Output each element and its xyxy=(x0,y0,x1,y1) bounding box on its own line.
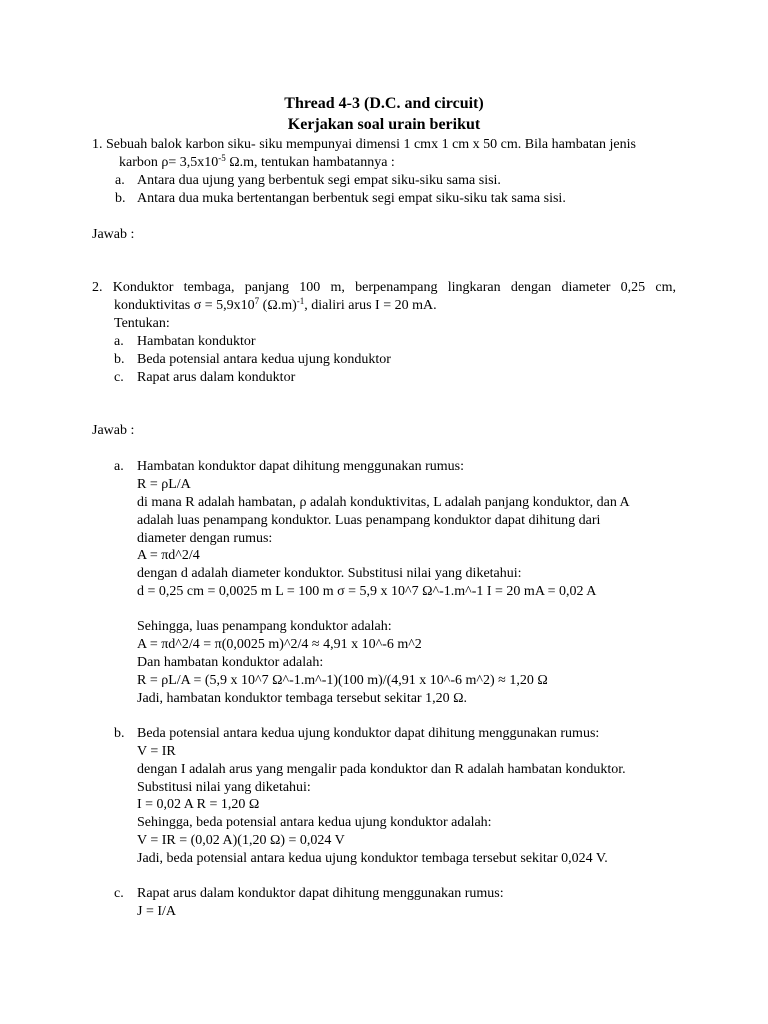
ans-b-marker: b. xyxy=(114,726,125,741)
q1-line2: karbon $\rho= 3,5x10^{-5}$ Ω.m, tentukan hambatannya : xyxy=(119,153,395,170)
ans-a-line9: Sehingga, luas penampang konduktor adalah: xyxy=(137,619,392,634)
q2-b-text: Beda potensial antara kedua ujung konduktor xyxy=(137,352,391,367)
ans-c-line2: J = I/A xyxy=(137,904,177,919)
ans-a-line8: d = 0,25 cm = 0,0025 m L = 100 m σ = 5,9 x 10^7 Ω^-1.m^-1 I = 20 mA = 0,02 A xyxy=(137,584,597,599)
ans-a-line12: R = ρL/A = (5,9 x 10^7 Ω^-1.m^-1)(100 m)/(4,91 x 10^-6 m^2) ≈ 1,20 Ω xyxy=(137,673,548,688)
ans-b-line8: Jadi, beda potensial antara kedua ujung konduktor tembaga tersebut sekitar 0,024 V. xyxy=(137,851,608,866)
q2-c-marker: c. xyxy=(114,370,124,385)
q2-a-marker: a. xyxy=(114,334,124,349)
q2-a-text: Hambatan konduktor xyxy=(137,334,256,349)
ans-a-line5: diameter dengan rumus: xyxy=(137,531,273,546)
ans-a-line2: R = ρL/A xyxy=(137,477,191,492)
q2-line2: konduktivitas $\sigma = 5,9x10^7$ $(\Omega.m)^{-1}$, dialiri arus I = 20 mA. xyxy=(114,296,437,313)
ans-a-marker: a. xyxy=(114,459,124,474)
q2-line1: 2. Konduktor tembaga, panjang 100 m, berpenampang lingkaran dengan diameter 0,25 cm, xyxy=(92,280,676,295)
document-subtitle: Kerjakan soal urain berikut xyxy=(287,116,481,133)
ans-a-line11: Dan hambatan konduktor adalah: xyxy=(137,655,324,670)
q1-b-text: Antara dua muka bertentangan berbentuk segi empat siku-siku tak sama sisi. xyxy=(137,191,566,206)
q1-a-marker: a. xyxy=(115,173,125,188)
ans-a-line1: Hambatan konduktor dapat dihitung menggunakan rumus: xyxy=(137,459,464,474)
ans-c-marker: c. xyxy=(114,886,124,901)
q2-c-text: Rapat arus dalam konduktor xyxy=(137,370,296,385)
jawab-2: Jawab : xyxy=(92,423,135,438)
ans-b-line6: Sehingga, beda potensial antara kedua ujung konduktor adalah: xyxy=(137,815,492,830)
ans-b-line4: Substitusi nilai yang diketahui: xyxy=(137,780,311,795)
q2-line3: Tentukan: xyxy=(114,316,170,331)
ans-a-line10: A = πd^2/4 = π(0,0025 m)^2/4 ≈ 4,91 x 10^-6 m^2 xyxy=(137,637,422,652)
ans-a-line7: dengan d adalah diameter konduktor. Substitusi nilai yang diketahui: xyxy=(137,566,522,581)
q1-b-marker: b. xyxy=(115,191,126,206)
ans-b-line3: dengan I adalah arus yang mengalir pada konduktor dan R adalah hambatan konduktor. xyxy=(137,762,626,777)
q1-a-text: Antara dua ujung yang berbentuk segi empat siku-siku sama sisi. xyxy=(137,173,501,188)
ans-b-line7: V = IR = (0,02 A)(1,20 Ω) = 0,024 V xyxy=(137,833,345,848)
ans-b-line2: V = IR xyxy=(137,744,176,759)
ans-a-line3: di mana R adalah hambatan, ρ adalah konduktivitas, L adalah panjang konduktor, dan A xyxy=(137,495,630,510)
q1-line1: 1. Sebuah balok karbon siku- siku mempunyai dimensi 1 cmx 1 cm x 50 cm. Bila hambatan jenis xyxy=(92,137,636,152)
q2-b-marker: b. xyxy=(114,352,125,367)
ans-b-line5: I = 0,02 A R = 1,20 Ω xyxy=(137,797,260,812)
document-title: Thread 4-3 (D.C. and circuit) xyxy=(284,95,484,112)
ans-a-line6: A = πd^2/4 xyxy=(137,548,200,563)
jawab-1: Jawab : xyxy=(92,227,135,242)
ans-a-line4: adalah luas penampang konduktor. Luas penampang konduktor dapat dihitung dari xyxy=(137,513,601,528)
ans-b-line1: Beda potensial antara kedua ujung konduktor dapat dihitung menggunakan rumus: xyxy=(137,726,600,741)
ans-c-line1: Rapat arus dalam konduktor dapat dihitung menggunakan rumus: xyxy=(137,886,504,901)
ans-a-line13: Jadi, hambatan konduktor tembaga tersebut sekitar 1,20 Ω. xyxy=(137,691,467,706)
